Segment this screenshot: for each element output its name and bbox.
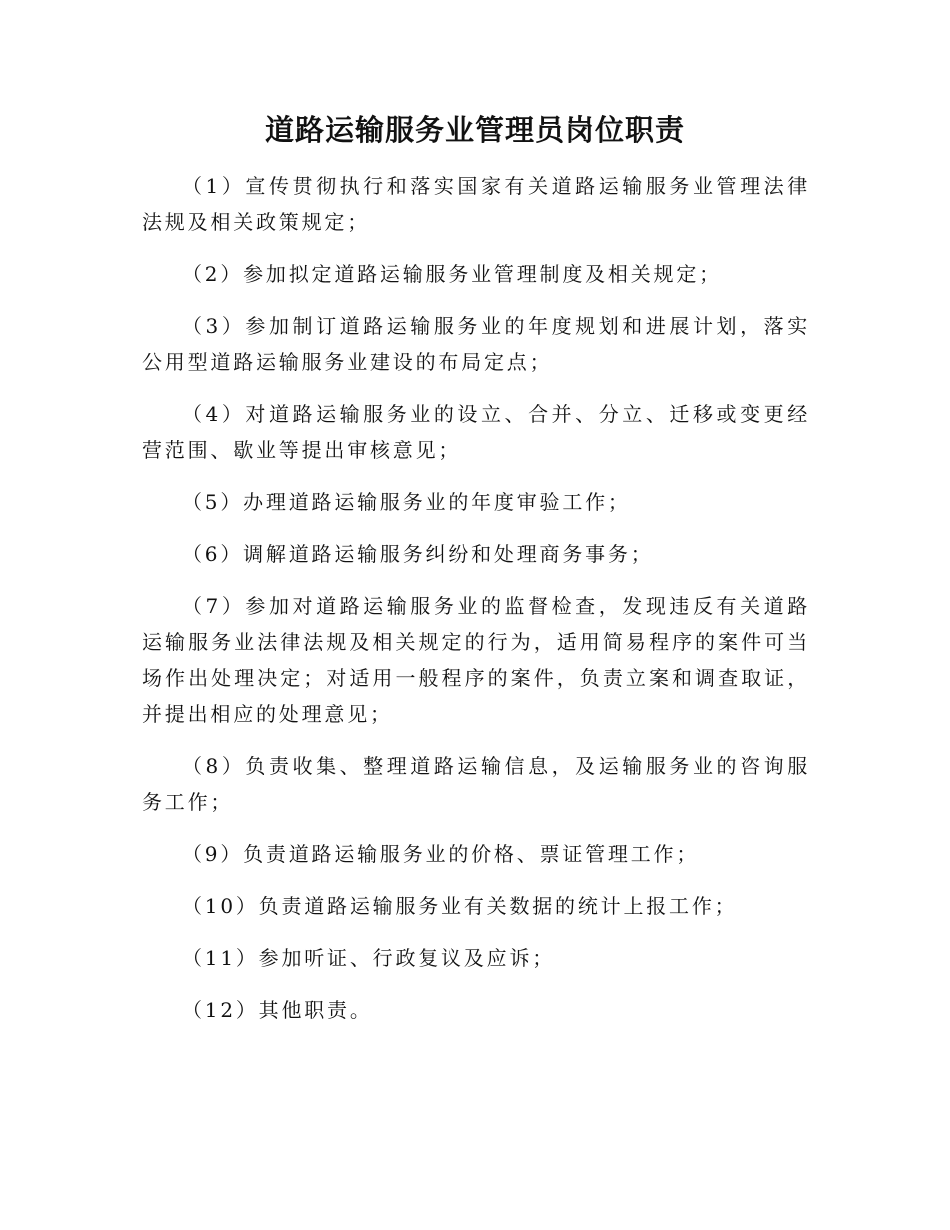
paragraph-6: （6）调解道路运输服务纠纷和处理商务事务； [182,542,654,566]
paragraph-9: （9）负责道路运输服务业的价格、票证管理工作； [182,842,700,866]
paragraph-2: （2）参加拟定道路运输服务业管理制度及相关规定； [182,262,722,286]
paragraph-5: （5）办理道路运输服务业的年度审验工作； [182,490,631,514]
paragraph-7: （7）参加对道路运输服务业的监督检查，发现违反有关道路运输服务业法律法规及相关规定的行为，适用简易程序的案件可当场作出处理决定；对适用一般程序的案件，负责立案和调查取证，并提出相应的处理意见； [142,594,810,726]
document-body [142,168,810,1044]
paragraph-12: （12）其他职责。 [182,998,373,1022]
paragraph-4: （4）对道路运输服务业的设立、合并、分立、迁移或变更经营范围、歇业等提出审核意见； [142,402,810,462]
paragraph-3: （3）参加制订道路运输服务业的年度规划和进展计划，落实公用型道路运输服务业建设的布局定点； [142,314,810,374]
paragraph-10: （10）负责道路运输服务业有关数据的统计上报工作； [182,894,738,918]
paragraph-1: （1）宣传贯彻执行和落实国家有关道路运输服务业管理法律法规及相关政策规定； [142,174,810,234]
paragraph-11: （11）参加听证、行政复议及应诉； [182,946,556,970]
document-title: 道路运输服务业管理员岗位职责 [264,113,685,147]
paragraph-8: （8）负责收集、整理道路运输信息，及运输服务业的咨询服务工作； [142,754,810,814]
